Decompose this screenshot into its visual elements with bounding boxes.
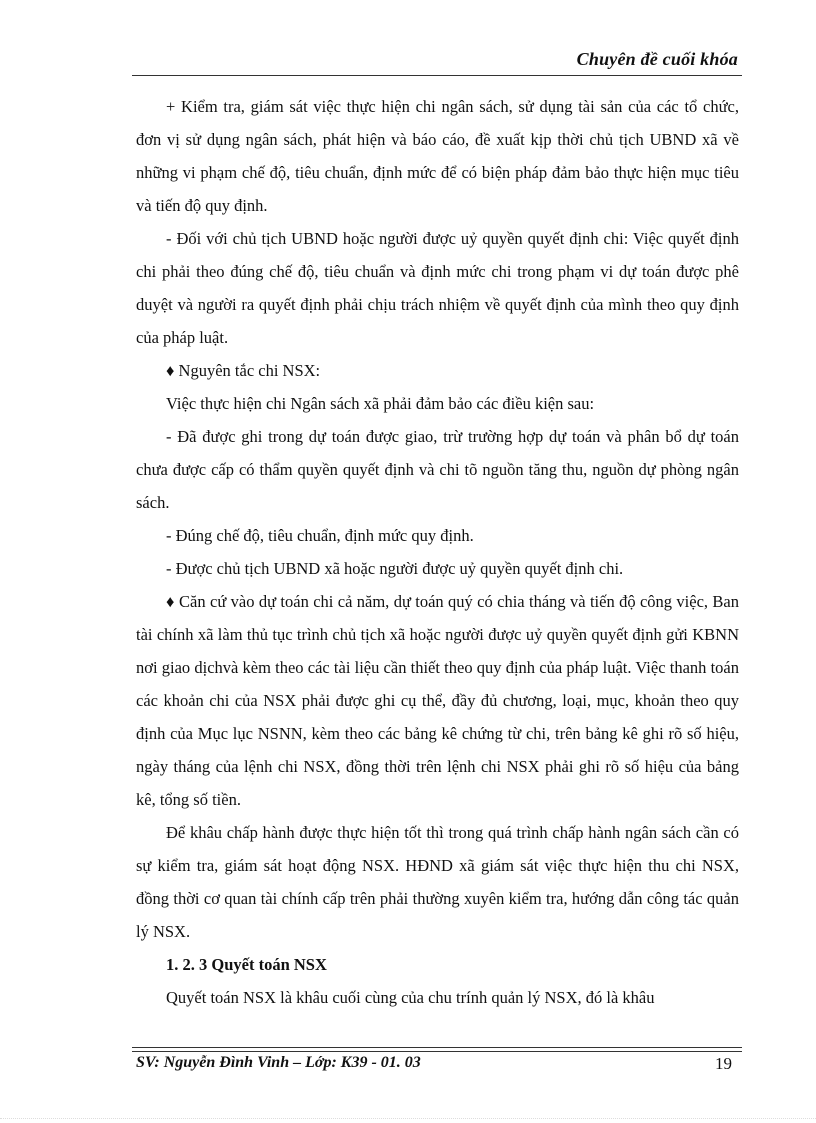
paragraph: Việc thực hiện chi Ngân sách xã phải đảm bảo các điều kiện sau: xyxy=(166,394,595,413)
page-edge xyxy=(0,1118,816,1119)
paragraph: - Đã được ghi trong dự toán được giao, trừ trường hợp dự toán và phân bổ dự toán chưa được cấp có thẩm quyền quyết định và chi tõ nguồn tăng thu, nguồn dự phòng ngân sách. xyxy=(136,427,739,512)
paragraph: + Kiểm tra, giám sát việc thực hiện chi ngân sách, sử dụng tài sản của các tổ chức, đơn vị sử dụng ngân sách, phát hiện và báo cáo, đề xuất kịp thời chủ tịch UBND xã về những vi phạm chế độ, tiêu chuẩn, định mức để có biện pháp đảm bảo thực hiện mục tiêu và tiến độ quy định. xyxy=(136,97,739,215)
paragraph: - Đúng chế độ, tiêu chuẩn, định mức quy định. xyxy=(166,526,474,545)
section-heading: 1. 2. 3 Quyết toán NSX xyxy=(166,955,327,974)
page-number: 19 xyxy=(715,1054,732,1073)
page-header-title: Chuyên đề cuối khóa xyxy=(576,49,738,69)
paragraph: Quyết toán NSX là khâu cuối cùng của chu trính quản lý NSX, đó là khâu xyxy=(166,988,655,1007)
paragraph: - Đối với chủ tịch UBND hoặc người được uỷ quyền quyết định chi: Việc quyết định chi phải theo đúng chế độ, tiêu chuẩn và định mức chi trong phạm vi dự toán được phê duyệt và người ra quyết định phải chịu trách nhiệm về quyết định của mình theo quy định của pháp luật. xyxy=(136,229,739,347)
footer-divider xyxy=(132,1047,742,1048)
header-divider xyxy=(132,75,742,76)
paragraph: - Được chủ tịch UBND xã hoặc người được uỷ quyền quyết định chi. xyxy=(166,559,624,578)
paragraph: ♦ Nguyên tắc chi NSX: xyxy=(166,361,321,380)
paragraph: ♦ Căn cứ vào dự toán chi cả năm, dự toán quý có chia tháng và tiến độ công việc, Ban tài chính xã làm thủ tục trình chủ tịch xã hoặc người được uỷ quyền quyết định gửi KBNN nơi giao dịchvà kèm theo các tài liệu cần thiết theo quy định của pháp luật. Việc thanh toán các khoản chi của NSX phải được ghi cụ thể, đầy đủ chương, loại, mục, khoản theo quy định của Mục lục NSNN, kèm theo các bảng kê chứng từ chi, trên bảng kê ghi rõ số hiệu, ngày tháng của lệnh chi NSX, đồng thời trên lệnh chi NSX phải ghi rõ số hiệu của bảng kê, tổng số tiền. xyxy=(136,592,739,809)
footer-divider xyxy=(132,1051,742,1052)
paragraph: Để khâu chấp hành được thực hiện tốt thì trong quá trình chấp hành ngân sách cần có sự kiểm tra, giám sát hoạt động NSX. HĐND xã giám sát việc thực hiện thu chi NSX, đồng thời cơ quan tài chính cấp trên phải thường xuyên kiểm tra, hướng dẫn công tác quản lý NSX. xyxy=(136,823,739,941)
footer-author: SV: Nguyễn Đình Vinh – Lớp: K39 - 01. 03 xyxy=(136,1054,421,1071)
document-body xyxy=(136,90,739,1014)
